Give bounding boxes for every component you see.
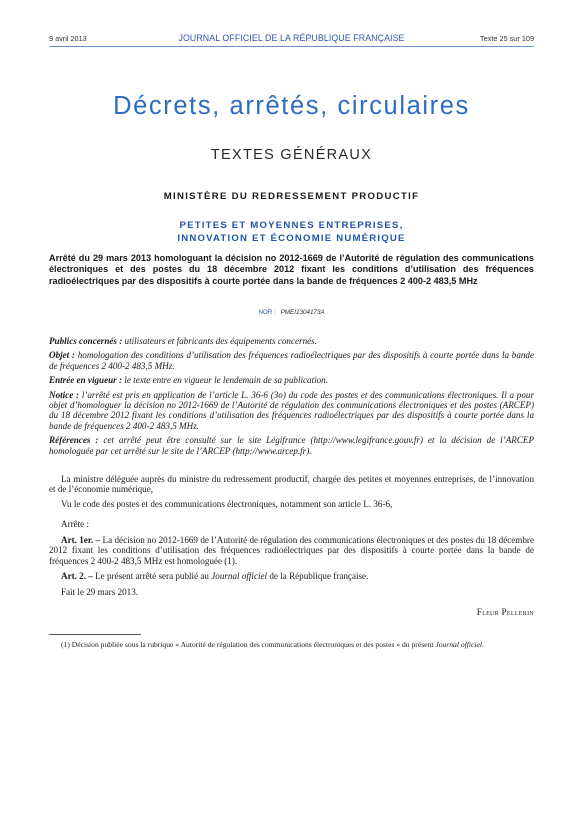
nor-label: NOR : <box>258 309 276 316</box>
article-1 <box>49 535 534 566</box>
sub-ministry-line-1: PETITES ET MOYENNES ENTREPRISES, <box>179 220 404 231</box>
article-1-text: La décision no 2012-1669 de l’Autorité de régulation des communications électroniques et des postes du 18 décembre 2012 fixant les conditions d’utilisation des fréquences radioélectriques par des dispositifs à courte portée dans la bande de fréquences 2 400-2 483,5 MHz est homologuée (1). <box>49 535 534 566</box>
arrete-title: Arrêté du 29 mars 2013 homologuant la décision no 2012-1669 de l’Autorité de régulation des communications électroniques et des postes du 18 décembre 2012 fixant les conditions d’utilisation des fréquences radioélectriques par des dispositifs à courte portée dans la bande de fréquences 2 400-2 483,5 MHz <box>49 253 534 286</box>
article-1-label: Art. 1er. – <box>61 535 101 545</box>
objet-text: homologation des conditions d’utilisation des fréquences radioélectriques par des dispositifs à courte portée dans la bande de fréquences 2 400-2 483,5 MHz. <box>49 350 534 371</box>
references-label: Références : <box>49 435 99 446</box>
section-title: TEXTES GÉNÉRAUX <box>210 147 373 163</box>
footnote <box>49 640 534 649</box>
nor-reference <box>0 309 583 316</box>
preamble-vu: Vu le code des postes et des communications électroniques, notamment son article L. 36-6, <box>61 498 393 509</box>
notice-label: Notice : <box>49 389 80 400</box>
arrete-line <box>49 519 534 529</box>
article-2-text-after: de la République française. <box>269 571 369 582</box>
footnote-after: . <box>481 640 484 649</box>
entree-label: Entrée en vigueur : <box>49 375 123 386</box>
articles-block <box>49 535 534 597</box>
footnote-text <box>49 640 534 649</box>
main-title: Décrets, arrêtés, circulaires <box>113 92 470 120</box>
sub-ministry-line-2: INNOVATION ET ÉCONOMIE NUMÉRIQUE <box>177 232 406 244</box>
publics-text: utilisateurs et fabricants des équipements concernés. <box>124 336 317 346</box>
objet-paragraph <box>49 350 534 371</box>
article-2 <box>49 571 534 581</box>
ministry-name: MINISTÈRE DU REDRESSEMENT PRODUCTIF <box>163 191 420 202</box>
preamble-block <box>49 474 534 509</box>
sub-ministry-name <box>0 220 583 245</box>
publication-date: 9 avril 2013 <box>49 34 87 43</box>
header-divider <box>49 46 534 47</box>
nor-value: PMEI1304173A <box>280 309 325 316</box>
publics-label: Publics concernés : <box>49 336 123 346</box>
article-2-text-before: Le présent arrêté sera publié au <box>95 571 209 582</box>
objet-label: Objet : <box>49 350 75 361</box>
footnote-divider <box>49 634 141 635</box>
article-2-label: Art. 2. – <box>61 571 93 582</box>
journal-name: JOURNAL OFFICIEL DE LA RÉPUBLIQUE FRANÇAISE <box>178 32 405 43</box>
footnote-journal: Journal officiel <box>435 640 482 649</box>
text-number: Texte 25 sur 109 <box>480 34 534 43</box>
notice-paragraph <box>49 390 534 432</box>
summary-block <box>49 336 534 456</box>
signature: Fleur Pellerin <box>476 607 534 617</box>
fait-le: Fait le 29 mars 2013. <box>61 586 139 597</box>
entree-paragraph <box>49 375 534 385</box>
publics-paragraph <box>49 336 534 346</box>
references-paragraph <box>49 435 534 456</box>
references-text: cet arrêté peut être consulté sur le site Légifrance (http://www.legifrance.gouv.fr) et la décision de l’ARCEP homologuée par cet arrêté sur le site de l’ARCEP (http://www.arcep.fr). <box>49 435 534 456</box>
footnote-before: (1) Décision publiée sous la rubrique « Autorité de régulation des communications électroniques et des postes » du présent <box>61 640 434 649</box>
preamble-minister: La ministre déléguée auprès du ministre du redressement productif, chargée des petites et moyennes entreprises, de l’innovation et de l’économie numérique, <box>49 474 534 495</box>
page-header <box>49 31 534 45</box>
article-2-journal: Journal officiel <box>211 571 268 582</box>
entree-text: le texte entre en vigueur le lendemain de sa publication. <box>124 375 329 386</box>
notice-text: l’arrêté est pris en application de l’article L. 36-6 (3o) du code des postes et des communications électroniques. Il a pour objet d’homologuer la décision no 2012-1669 de l’Autorité de régulation des communications électroniques et des postes (ARCEP) du 18 décembre 2012 fixant les conditions d’utilisation des fréquences radioélectriques par des dispositifs à courte portée dans la bande de fréquences 2 400-2 483,5 MHz. <box>49 389 534 431</box>
arrete-word: Arrête : <box>61 519 90 529</box>
